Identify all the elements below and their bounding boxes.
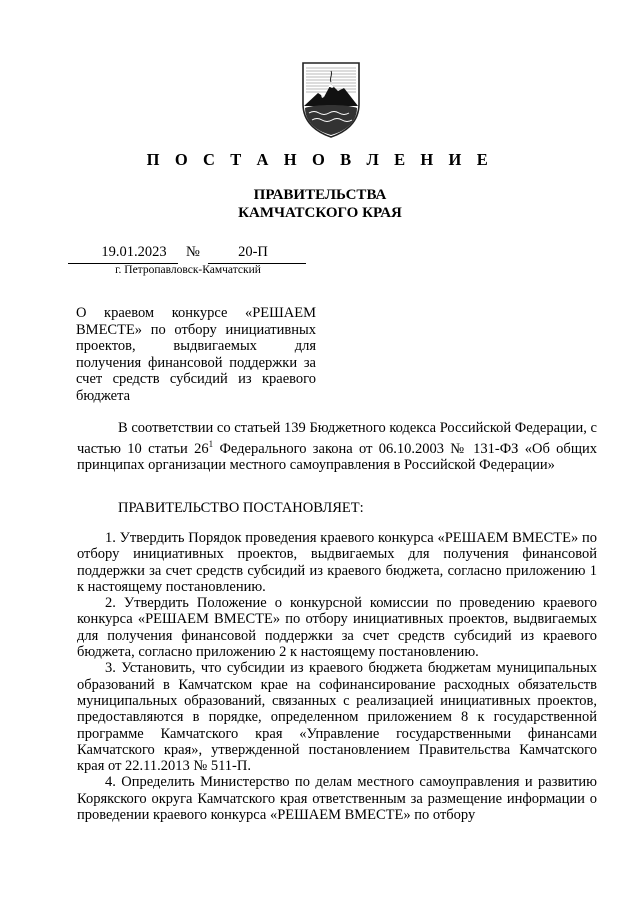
issuing-authority bbox=[0, 186, 640, 222]
authority-line-2: КАМЧАТСКОГО КРАЯ bbox=[238, 205, 402, 221]
document-subject: О краевом конкурсе «РЕШАЕМ ВМЕСТЕ» по отбору инициативных проектов, выдвигаемых для получения финансовой поддержки за счет средств субсидий из краевого бюджета bbox=[76, 305, 316, 404]
resolves-heading: ПРАВИТЕЛЬСТВО ПОСТАНОВЛЯЕТ: bbox=[118, 500, 364, 516]
resolution-items bbox=[77, 530, 597, 823]
document-number: 20-П bbox=[238, 244, 268, 260]
preamble-superscript: 1 bbox=[208, 439, 214, 450]
resolution-item: 4. Определить Министерство по делам местного самоуправления и развитию Корякского округа Камчатского края ответственным за размещение информации о проведении краевого конкурса «РЕШАЕМ ВМЕСТЕ» по отбору bbox=[77, 774, 597, 824]
resolution-item: 1. Утвердить Порядок проведения краевого конкурса «РЕШАЕМ ВМЕСТЕ» по отбору инициативных проектов, выдвигаемых для получения финансовой поддержки за счет средств субсидий из краевого бюджета, согласно приложению 1 к настоящему постановлению. bbox=[77, 530, 597, 595]
preamble-text-1: В соответствии со статьей 139 Бюджетного кодекса Российской Федерации, с частью 10 статьи 26 bbox=[77, 420, 597, 458]
number-sign: № bbox=[186, 244, 200, 260]
resolution-item: 3. Установить, что субсидии из краевого бюджета бюджетам муниципальных образований в Камчатском крае на софинансирование расходных обязательств муниципальных образований, связанных с реализацией инициативных проектов, предоставляются в порядке, определенном приложением 8 к государственной программе Камчатского края «Управление государственными финансами Камчатского края», утвержденной постановлением Правительства Камчатского края от 22.11.2013 № 511-П. bbox=[77, 660, 597, 775]
kamchatka-coat-of-arms-icon bbox=[300, 60, 362, 140]
preamble bbox=[77, 420, 597, 474]
authority-line-1: ПРАВИТЕЛЬСТВА bbox=[253, 187, 387, 203]
document-city: г. Петропавловск-Камчатский bbox=[115, 264, 261, 276]
document-date: 19.01.2023 bbox=[101, 244, 167, 260]
resolution-item: 2. Утвердить Положение о конкурсной комиссии по проведению краевого конкурса «РЕШАЕМ ВМЕСТЕ» по отбору инициативных проектов, выдвигаемых для получения финансовой поддержки за счет средств субсидий из краевого бюджета, согласно приложению 2 к настоящему постановлению. bbox=[77, 595, 597, 661]
preamble-text-2: Федерального закона от 06.10.2003 № 131-ФЗ «Об общих принципах организации местного самоуправления в Российской Федерации» bbox=[77, 441, 597, 474]
document-title: П О С Т А Н О В Л Е Н И Е bbox=[146, 150, 494, 169]
